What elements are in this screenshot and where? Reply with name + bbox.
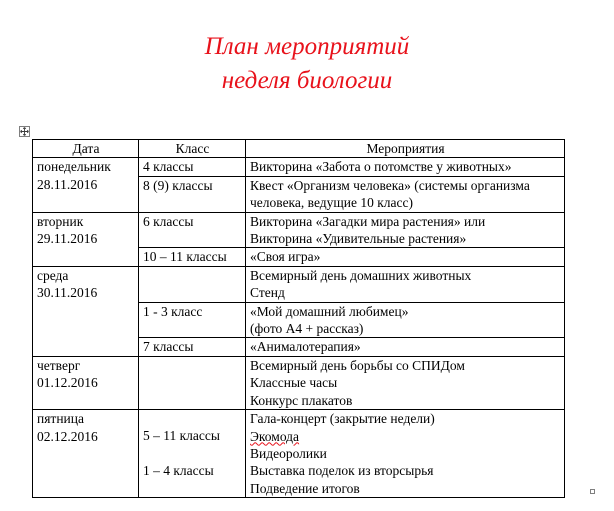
event-line: Конкурс плакатов (250, 392, 353, 408)
event-line: Гала-концерт (закрытие недели) (250, 411, 435, 427)
page-title-line-1: План мероприятий (204, 33, 410, 60)
day-name: среда (37, 267, 69, 283)
day-date: 28.11.2016 (37, 176, 98, 192)
table-header-row (33, 140, 565, 158)
event-line: Всемирный день борьбы со СПИДом (250, 357, 465, 373)
class-cell: 7 классы (139, 338, 246, 356)
day-date: 01.12.2016 (37, 375, 98, 391)
event-line: Стенд (250, 285, 285, 301)
class-cell (139, 410, 246, 498)
table-resize-handle-icon[interactable] (590, 489, 595, 494)
day-cell (33, 212, 139, 266)
event-cell (246, 212, 565, 248)
day-date: 29.11.2016 (37, 231, 98, 247)
event-cell: Квест «Организм человека» (системы организма человека, ведущие 10 класс) (246, 176, 565, 212)
class-cell: 10 – 11 классы (139, 248, 246, 266)
event-cell (246, 356, 565, 409)
day-name: пятница (37, 411, 84, 427)
class-cell (139, 266, 246, 302)
event-line: Выставка поделок из вторсырья (250, 463, 434, 479)
event-line: Викторина «Удивительные растения» (250, 231, 467, 247)
class-cell: 1 - 3 класс (139, 302, 246, 338)
page-title-line-2: неделя биологии (221, 67, 393, 94)
class-cell: 8 (9) классы (139, 176, 246, 212)
day-name: вторник (37, 213, 84, 229)
event-cell (246, 410, 565, 498)
event-cell: Викторина «Забота о потомстве у животных» (246, 158, 565, 176)
day-cell (33, 410, 139, 498)
table-row (33, 356, 565, 409)
table-row (33, 212, 565, 248)
table-row (33, 410, 565, 498)
header-events: Мероприятия (246, 140, 565, 158)
day-name: понедельник (37, 159, 111, 175)
event-cell: «Анималотерапия» (246, 338, 565, 356)
events-table (32, 139, 565, 498)
class-cell: 6 классы (139, 212, 246, 248)
day-date: 30.11.2016 (37, 285, 98, 301)
header-date: Дата (33, 140, 139, 158)
event-line: «Мой домашний любимец» (250, 303, 409, 319)
event-line: Классные часы (250, 375, 338, 391)
event-line: Подведение итогов (250, 480, 360, 496)
day-cell (33, 158, 139, 212)
day-name: четверг (37, 357, 81, 373)
day-cell (33, 266, 139, 356)
table-row (33, 266, 565, 302)
event-line: Экомода (250, 428, 300, 444)
event-cell (246, 302, 565, 338)
event-line: Видеоролики (250, 445, 327, 461)
event-line: (фото А4 + рассказ) (250, 321, 364, 337)
event-line: Викторина «Загадки мира растения» или (250, 213, 486, 229)
event-cell: «Своя игра» (246, 248, 565, 266)
class-cell: 4 классы (139, 158, 246, 176)
class-cell (139, 356, 246, 409)
class-line: 5 – 11 классы (143, 428, 220, 444)
header-class: Класс (139, 140, 246, 158)
table-move-handle-icon[interactable] (19, 126, 30, 137)
event-cell (246, 266, 565, 302)
class-line: 1 – 4 классы (143, 463, 214, 479)
event-line: Всемирный день домашних животных (250, 267, 472, 283)
day-date: 02.12.2016 (37, 428, 98, 444)
day-cell (33, 356, 139, 409)
table-row (33, 158, 565, 176)
